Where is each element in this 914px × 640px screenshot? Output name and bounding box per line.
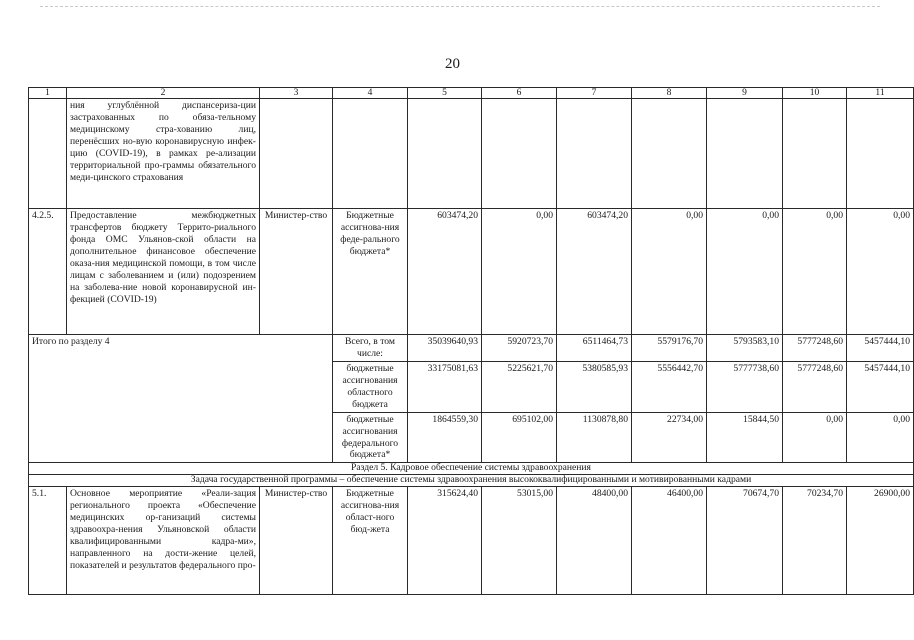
value-year-6: 0,00: [847, 412, 914, 463]
value-year-5: 0,00: [783, 412, 847, 463]
value-year-4: 70674,70: [707, 487, 783, 595]
funding-source: бюджетные ассигнования федерального бюджета*: [333, 412, 408, 463]
section-title: Раздел 5. Кадровое обеспечение системы здравоохранения: [29, 463, 914, 475]
funding-source: бюджетные ассигнования областного бюджета: [333, 362, 408, 413]
value-year-2: 6511464,73: [557, 335, 632, 362]
value-year-1: 53015,00: [482, 487, 557, 595]
task-title: Задача государственной программы – обеспечение системы здравоохранения высококвалифицированными и мотивированными кадрами: [29, 475, 914, 487]
value-total: 1864559,30: [408, 412, 482, 463]
section-total-label: Итого по разделу 4: [29, 335, 333, 463]
value-year-4: 5777738,60: [707, 362, 783, 413]
funding-source: Бюджетные ассигнова-ния феде-рального бюджета*: [333, 209, 408, 335]
value-year-4: 5793583,10: [707, 335, 783, 362]
col-num-8: 8: [632, 88, 707, 99]
measure-text: ния углублённой диспансериза-ции застрахованных по обяза-тельному медицинскому стра-хованию лиц, перенёсших но-вую коронавирусную инфек-цию (COVID-19), в рамках ре-ализации территориальной про-граммы обязательного меди-цинского страхования: [67, 99, 260, 209]
value-year-2: 603474,20: [557, 209, 632, 335]
column-number-row: [29, 88, 914, 99]
measure-text: Предоставление межбюджетных трансфертов бюджету Террито-риального фонда ОМС Ульянов-ской области на дополнительное финансовое обеспечение оказа-ния медицинской помощи, в том числе лицам с заболеванием и (или) подозрением на заболева-ние новой коронавирусной ин-фекцией (COVID-19): [67, 209, 260, 335]
value-year-5: 0,00: [783, 209, 847, 335]
value-year-6: 5457444,10: [847, 335, 914, 362]
col-num-11: 11: [847, 88, 914, 99]
col-num-2: 2: [67, 88, 260, 99]
col-num-5: 5: [408, 88, 482, 99]
value-total: 33175081,63: [408, 362, 482, 413]
measure-text: Основное мероприятие «Реали-зация регионального проекта «Обеспечение медицинских ор-ганизаций системы здравоохра-нения Ульяновской области квалифицированными кадра-ми», направленного на дости-жение целей, показателей и результатов федерального про-: [67, 487, 260, 595]
value-year-3: 46400,00: [632, 487, 707, 595]
value-year-2: 5380585,93: [557, 362, 632, 413]
value-total: 35039640,93: [408, 335, 482, 362]
task-5-row: [29, 475, 914, 487]
row-number: 5.1.: [29, 487, 67, 595]
col-num-6: 6: [482, 88, 557, 99]
page-top-edge: [40, 6, 880, 7]
page-number: 20: [445, 56, 460, 72]
value-year-2: 48400,00: [557, 487, 632, 595]
executor: Министер-ство: [260, 487, 333, 595]
value-year-3: 5556442,70: [632, 362, 707, 413]
total-row-all: [29, 335, 914, 362]
value-year-6: 5457444,10: [847, 362, 914, 413]
value-year-3: 0,00: [632, 209, 707, 335]
value-year-4: 0,00: [707, 209, 783, 335]
value-year-5: 5777248,60: [783, 362, 847, 413]
col-num-3: 3: [260, 88, 333, 99]
table-row-continued: [29, 99, 914, 209]
col-num-4: 4: [333, 88, 408, 99]
col-num-10: 10: [783, 88, 847, 99]
value-year-2: 1130878,80: [557, 412, 632, 463]
value-year-6: 26900,00: [847, 487, 914, 595]
budget-table: [28, 87, 914, 595]
value-year-3: 22734,00: [632, 412, 707, 463]
col-num-7: 7: [557, 88, 632, 99]
col-num-1: 1: [29, 88, 67, 99]
value-year-4: 15844,50: [707, 412, 783, 463]
value-year-1: 5225621,70: [482, 362, 557, 413]
executor: Министер-ство: [260, 209, 333, 335]
value-year-3: 5579176,70: [632, 335, 707, 362]
table-row-4-2-5: [29, 209, 914, 335]
funding-source: Всего, в том числе:: [333, 335, 408, 362]
section-5-row: [29, 463, 914, 475]
value-year-1: 0,00: [482, 209, 557, 335]
value-total: 315624,40: [408, 487, 482, 595]
value-year-6: 0,00: [847, 209, 914, 335]
value-year-5: 5777248,60: [783, 335, 847, 362]
row-number: 4.2.5.: [29, 209, 67, 335]
value-year-1: 695102,00: [482, 412, 557, 463]
funding-source: Бюджетные ассигнова-ния област-ного бюд-жета: [333, 487, 408, 595]
table-row-5-1: [29, 487, 914, 595]
col-num-9: 9: [707, 88, 783, 99]
value-year-1: 5920723,70: [482, 335, 557, 362]
value-total: 603474,20: [408, 209, 482, 335]
value-year-5: 70234,70: [783, 487, 847, 595]
